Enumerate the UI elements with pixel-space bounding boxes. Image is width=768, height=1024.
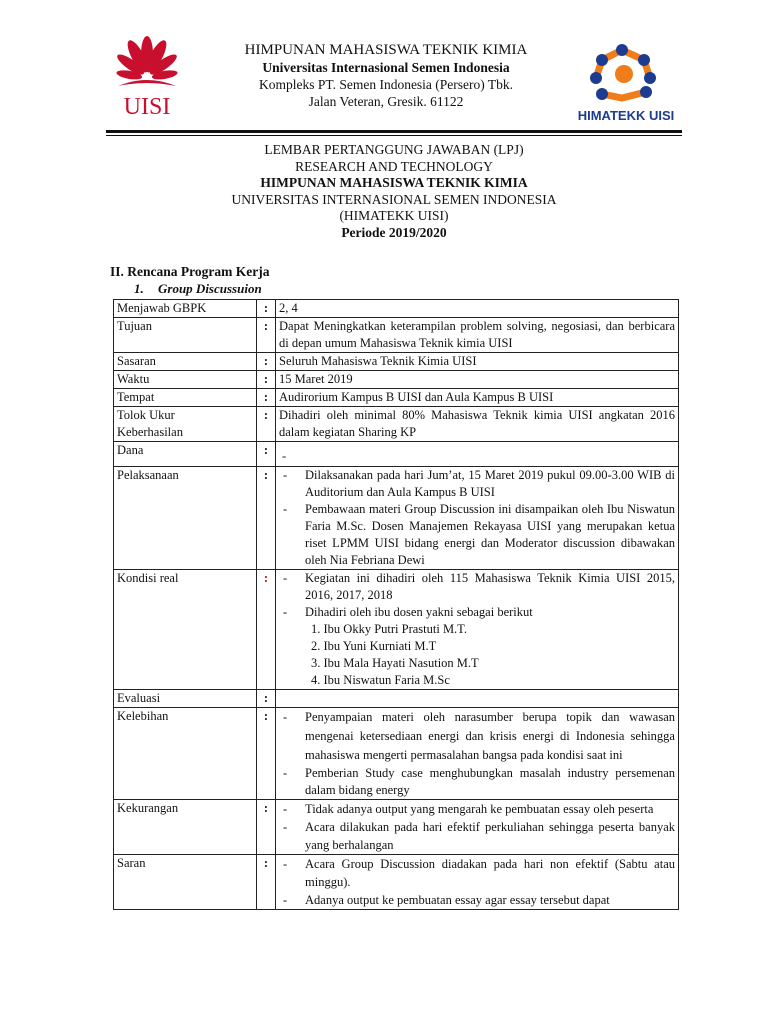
row-colon: : [257,467,276,570]
row-label-line-1: Tolok Ukur [117,408,175,422]
row-label: Tempat [114,389,257,407]
row-colon: : [257,570,276,690]
row-value [276,800,679,855]
row-colon: : [257,690,276,708]
row-label: Menjawab GBPK [114,300,257,318]
kelebihan-list [279,708,675,799]
org-name: HIMPUNAN MAHASISWA TEKNIK KIMIA [244,42,528,58]
svg-text:HIMATEKK UISI: HIMATEKK UISI [577,108,675,123]
row-colon: : [257,855,276,910]
table-row [114,353,679,371]
title-line-3: HIMPUNAN MAHASISWA TEKNIK KIMIA [260,175,528,190]
row-label: Waktu [114,371,257,389]
row-value [276,708,679,800]
uisi-logo [104,34,190,120]
list-item: 3. Ibu Mala Hayati Nasution M.T [311,656,479,670]
title-line-1: LEMBAR PERTANGGUNG JAWABAN (LPJ) [264,142,524,157]
row-value: Dihadiri oleh minimal 80% Mahasiswa Teknik kimia UISI angkatan 2016 dalam kegiatan Sharing KP [276,407,679,442]
table-row [114,855,679,910]
table-row [114,389,679,407]
list-item: - Pemberian Study case menghubungkan masalah industry persemenan dalam bidang energy [279,765,675,799]
list-item: 1. Ibu Okky Putri Prastuti M.T. [311,622,468,636]
row-label: Kekurangan [114,800,257,855]
list-item [279,604,675,621]
list-item: - Dilaksanakan pada hari Jum’at, 15 Maret 2019 pukul 09.00-3.00 WIB di Auditorium dan Aula Kampus B UISI [279,467,675,501]
row-colon: : [257,708,276,800]
saran-list [279,855,675,909]
table-row [114,708,679,800]
list-item-text: - Dihadiri oleh ibu dosen yakni sebagai berikut [305,605,533,619]
program-number: 1. [134,281,144,296]
row-colon: : [257,389,276,407]
table-row [114,570,679,690]
university-name: Universitas Internasional Semen Indonesia [262,60,510,75]
row-value: - [276,442,679,467]
lpj-table [113,299,679,910]
table-row [114,467,679,570]
row-label-line-2: Keberhasilan [117,425,183,439]
row-label: Tujuan [114,318,257,353]
row-value: Audirorium Kampus B UISI dan Aula Kampus B UISI [276,389,679,407]
row-value [276,467,679,570]
row-value: Seluruh Mahasiswa Teknik Kimia UISI [276,353,679,371]
table-row [114,300,679,318]
row-label: Kelebihan [114,708,257,800]
svg-text:UISI: UISI [123,94,171,120]
list-item: - Pembawaan materi Group Discussion ini disampaikan oleh Ibu Niswatun Faria M.Sc. Dosen Manajemen Rekayasa UISI yang merupakan ketua riset LPMM UISI bidang energi dan Moderator discussion dibawakan oleh Nia Febriana Dewi [279,501,675,569]
row-colon: : [257,371,276,389]
row-colon: : [257,407,276,442]
program-heading [134,281,262,297]
row-value: Dapat Meningkatkan keterampilan problem solving, negosiasi, dan berbicara di depan umum Mahasiswa Teknik kimia UISI [276,318,679,353]
list-item: - Penyampaian materi oleh narasumber berupa topik dan wawasan mengenai ketersediaan energi dan krisis energi di Indonesia sehingga mahasiswa mengerti permasalahan bangsa pada kondisi saat ini [279,708,675,765]
document-title [106,142,682,241]
row-label: Dana [114,442,257,467]
pelaksanaan-list [279,467,675,569]
list-item: - Acara dilakukan pada hari efektif perkuliahan sehingga peserta banyak yang berhalangan [279,818,675,854]
row-value: 2, 4 [276,300,679,318]
row-value [276,855,679,910]
address-line-2: Jalan Veteran, Gresik. 61122 [308,94,464,109]
title-line-4: UNIVERSITAS INTERNASIONAL SEMEN INDONESIA [231,191,557,207]
row-colon: : [257,353,276,371]
list-item: - Acara Group Discussion diadakan pada hari non efektif (Sabtu atau minggu). [279,855,675,891]
program-name: Group Discussuion [158,281,262,296]
himatekk-logo [572,38,680,124]
row-label [114,407,257,442]
table-row [114,318,679,353]
row-label: Sasaran [114,353,257,371]
section-heading: II. Rencana Program Kerja [110,264,270,279]
row-label: Pelaksanaan [114,467,257,570]
table-row [114,800,679,855]
kondisi-list [279,570,675,621]
dosen-list [279,621,675,689]
table-row [114,442,679,467]
list-item: - Tidak adanya output yang mengarah ke pembuatan essay oleh peserta [279,800,675,818]
row-colon: : [257,800,276,855]
row-value: 15 Maret 2019 [276,371,679,389]
table-row [114,371,679,389]
table-row [114,407,679,442]
row-value [276,570,679,690]
row-label: Evaluasi [114,690,257,708]
title-line-5: (HIMATEKK UISI) [339,208,449,223]
letterhead [216,42,556,110]
list-item: 4. Ibu Niswatun Faria M.Sc [311,673,450,687]
title-line-6: Periode 2019/2020 [341,224,447,240]
list-item: 2. Ibu Yuni Kurniati M.T [311,639,437,653]
row-value [276,690,679,708]
header-rule-thin [106,135,682,136]
list-item: - Adanya output ke pembuatan essay agar essay tersebut dapat [279,891,675,909]
kekurangan-list [279,800,675,854]
row-label: Kondisi real [114,570,257,690]
row-colon: : [257,318,276,353]
row-colon: : [257,442,276,467]
title-line-2: RESEARCH AND TECHNOLOGY [295,158,493,174]
header-rule-thick [106,130,682,133]
list-item: - Kegiatan ini dihadiri oleh 115 Mahasiswa Teknik Kimia UISI 2015, 2016, 2017, 2018 [279,570,675,604]
table-row [114,690,679,708]
row-colon: : [257,300,276,318]
address-line-1: Kompleks PT. Semen Indonesia (Persero) Tbk. [258,77,514,92]
row-label: Saran [114,855,257,910]
